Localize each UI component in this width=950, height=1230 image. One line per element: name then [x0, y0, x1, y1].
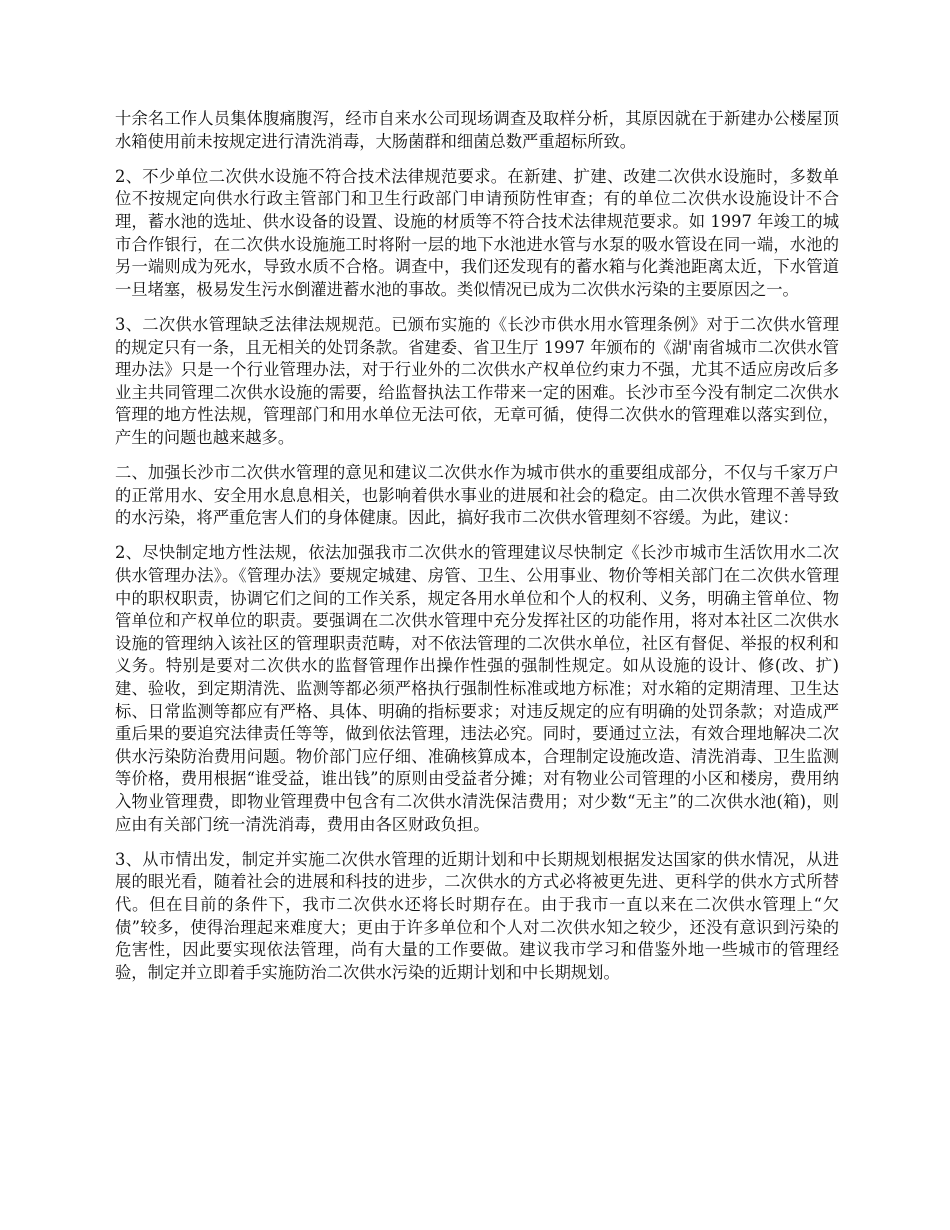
paragraph-continuation: 十余名工作人员集体腹痛腹泻，经市自来水公司现场调查及取样分析，其原因就在于新建办公楼屋顶水箱使用前未按规定进行清洗消毒，大肠菌群和细菌总数严重超标所致。	[115, 109, 839, 151]
document-body	[115, 108, 839, 984]
paragraph-item-2-noncompliant-facilities: 2、不少单位二次供水设施不符合技术法律规范要求。在新建、扩建、改建二次供水设施时，多数单位不按规定向供水行政主管部门和卫生行政部门申请预防性审查；有的单位二次供水设施设计不合理，蓄水池的选址、供水设备的设置、设施的材质等不符合技术法律规范要求。如 1997 年竣工的城市合作银行，在二次供水设施施工时将附一层的地下水池进水管与水泵的吸水管设在同一端，水池的另一端则成为死水，导致水质不合格。调查中，我们还发现有的蓄水箱与化粪池距离太近，下水管道一旦堵塞，极易发生污水倒灌进蓄水池的事故。类似情况已成为二次供水污染的主要原因之一。	[115, 166, 839, 299]
paragraph-item-3-lack-of-regulation: 3、二次供水管理缺乏法律法规规范。已颁布实施的《长沙市供水用水管理条例》对于二次供水管理的规定只有一条，且无相关的处罚条款。省建委、省卫生厅 1997 年颁布的《湖'南省城市二次供水管理办法》只是一个行业管理办法，对于行业外的二次供水产权单位约束力不强，尤其不适应房改后多业主共同管理二次供水设施的需要，给监督执法工作带来一定的困难。长沙市至今没有制定二次供水管理的地方性法规，管理部门和用水单位无法可依，无章可循，使得二次供水的管理难以落实到位，产生的问题也越来越多。	[115, 314, 839, 447]
paragraph-suggestion-2-local-regulations: 2、尽快制定地方性法规，依法加强我市二次供水的管理建议尽快制定《长沙市城市生活饮用水二次供水管理办法》。《管理办法》要规定城建、房管、卫生、公用事业、物价等相关部门在二次供水管理中的职权职责，协调它们之间的工作关系，规定各用水单位和个人的权利、义务，明确主管单位、物管单位和产权单位的职责。要强调在二次供水管理中充分发挥社区的功能作用，将对本社区二次供水设施的管理纳入该社区的管理职责范畴，对不依法管理的二次供水单位，社区有督促、举报的权利和义务。特别是要对二次供水的监督管理作出操作性强的强制性规定。如从设施的设计、修(改、扩)建、验收，到定期清洗、监测等都必须严格执行强制性标准或地方标准；对水箱的定期清理、卫生达标、日常监测等都应有严格、具体、明确的指标要求；对违反规定的应有明确的处罚条款；对造成严重后果的要追究法律责任等等，做到依法管理，违法必究。同时，要通过立法，有效合理地解决二次供水污染防治费用问题。物价部门应仔细、准确核算成本，合理制定设施改造、清洗消毒、卫生监测等价格，费用根据“谁受益，谁出钱”的原则由受益者分摊；对有物业公司管理的小区和楼房，费用纳入物业管理费，即物业管理费中包含有二次供水清洗保洁费用；对少数“无主”的二次供水池(箱)，则应由有关部门统一清洗消毒，费用由各区财政负担。	[115, 543, 839, 834]
paragraph-suggestion-3-planning: 3、从市情出发，制定并实施二次供水管理的近期计划和中长期规划根据发达国家的供水情况，从进展的眼光看，随着社会的进展和科技的进步，二次供水的方式必将被更先进、更科学的供水方式所替代。但在目前的条件下，我市二次供水还将长时期存在。由于我市一直以来在二次供水管理上“欠债”较多，使得治理起来难度大；更由于许多单位和个人对二次供水知之较少，还没有意识到污染的危害性，因此要实现依法管理，尚有大量的工作要做。建议我市学习和借鉴外地一些城市的管理经验，制定并立即着手实施防治二次供水污染的近期计划和中长期规划。	[115, 849, 839, 982]
paragraph-section-2-suggestions: 二、加强长沙市二次供水管理的意见和建议二次供水作为城市供水的重要组成部分，不仅与千家万户的正常用水、安全用水息息相关，也影响着供水事业的进展和社会的稳定。由二次供水管理不善导致的水污染，将严重危害人们的身体健康。因此，搞好我市二次供水管理刻不容缓。为此，建议：	[115, 463, 839, 528]
